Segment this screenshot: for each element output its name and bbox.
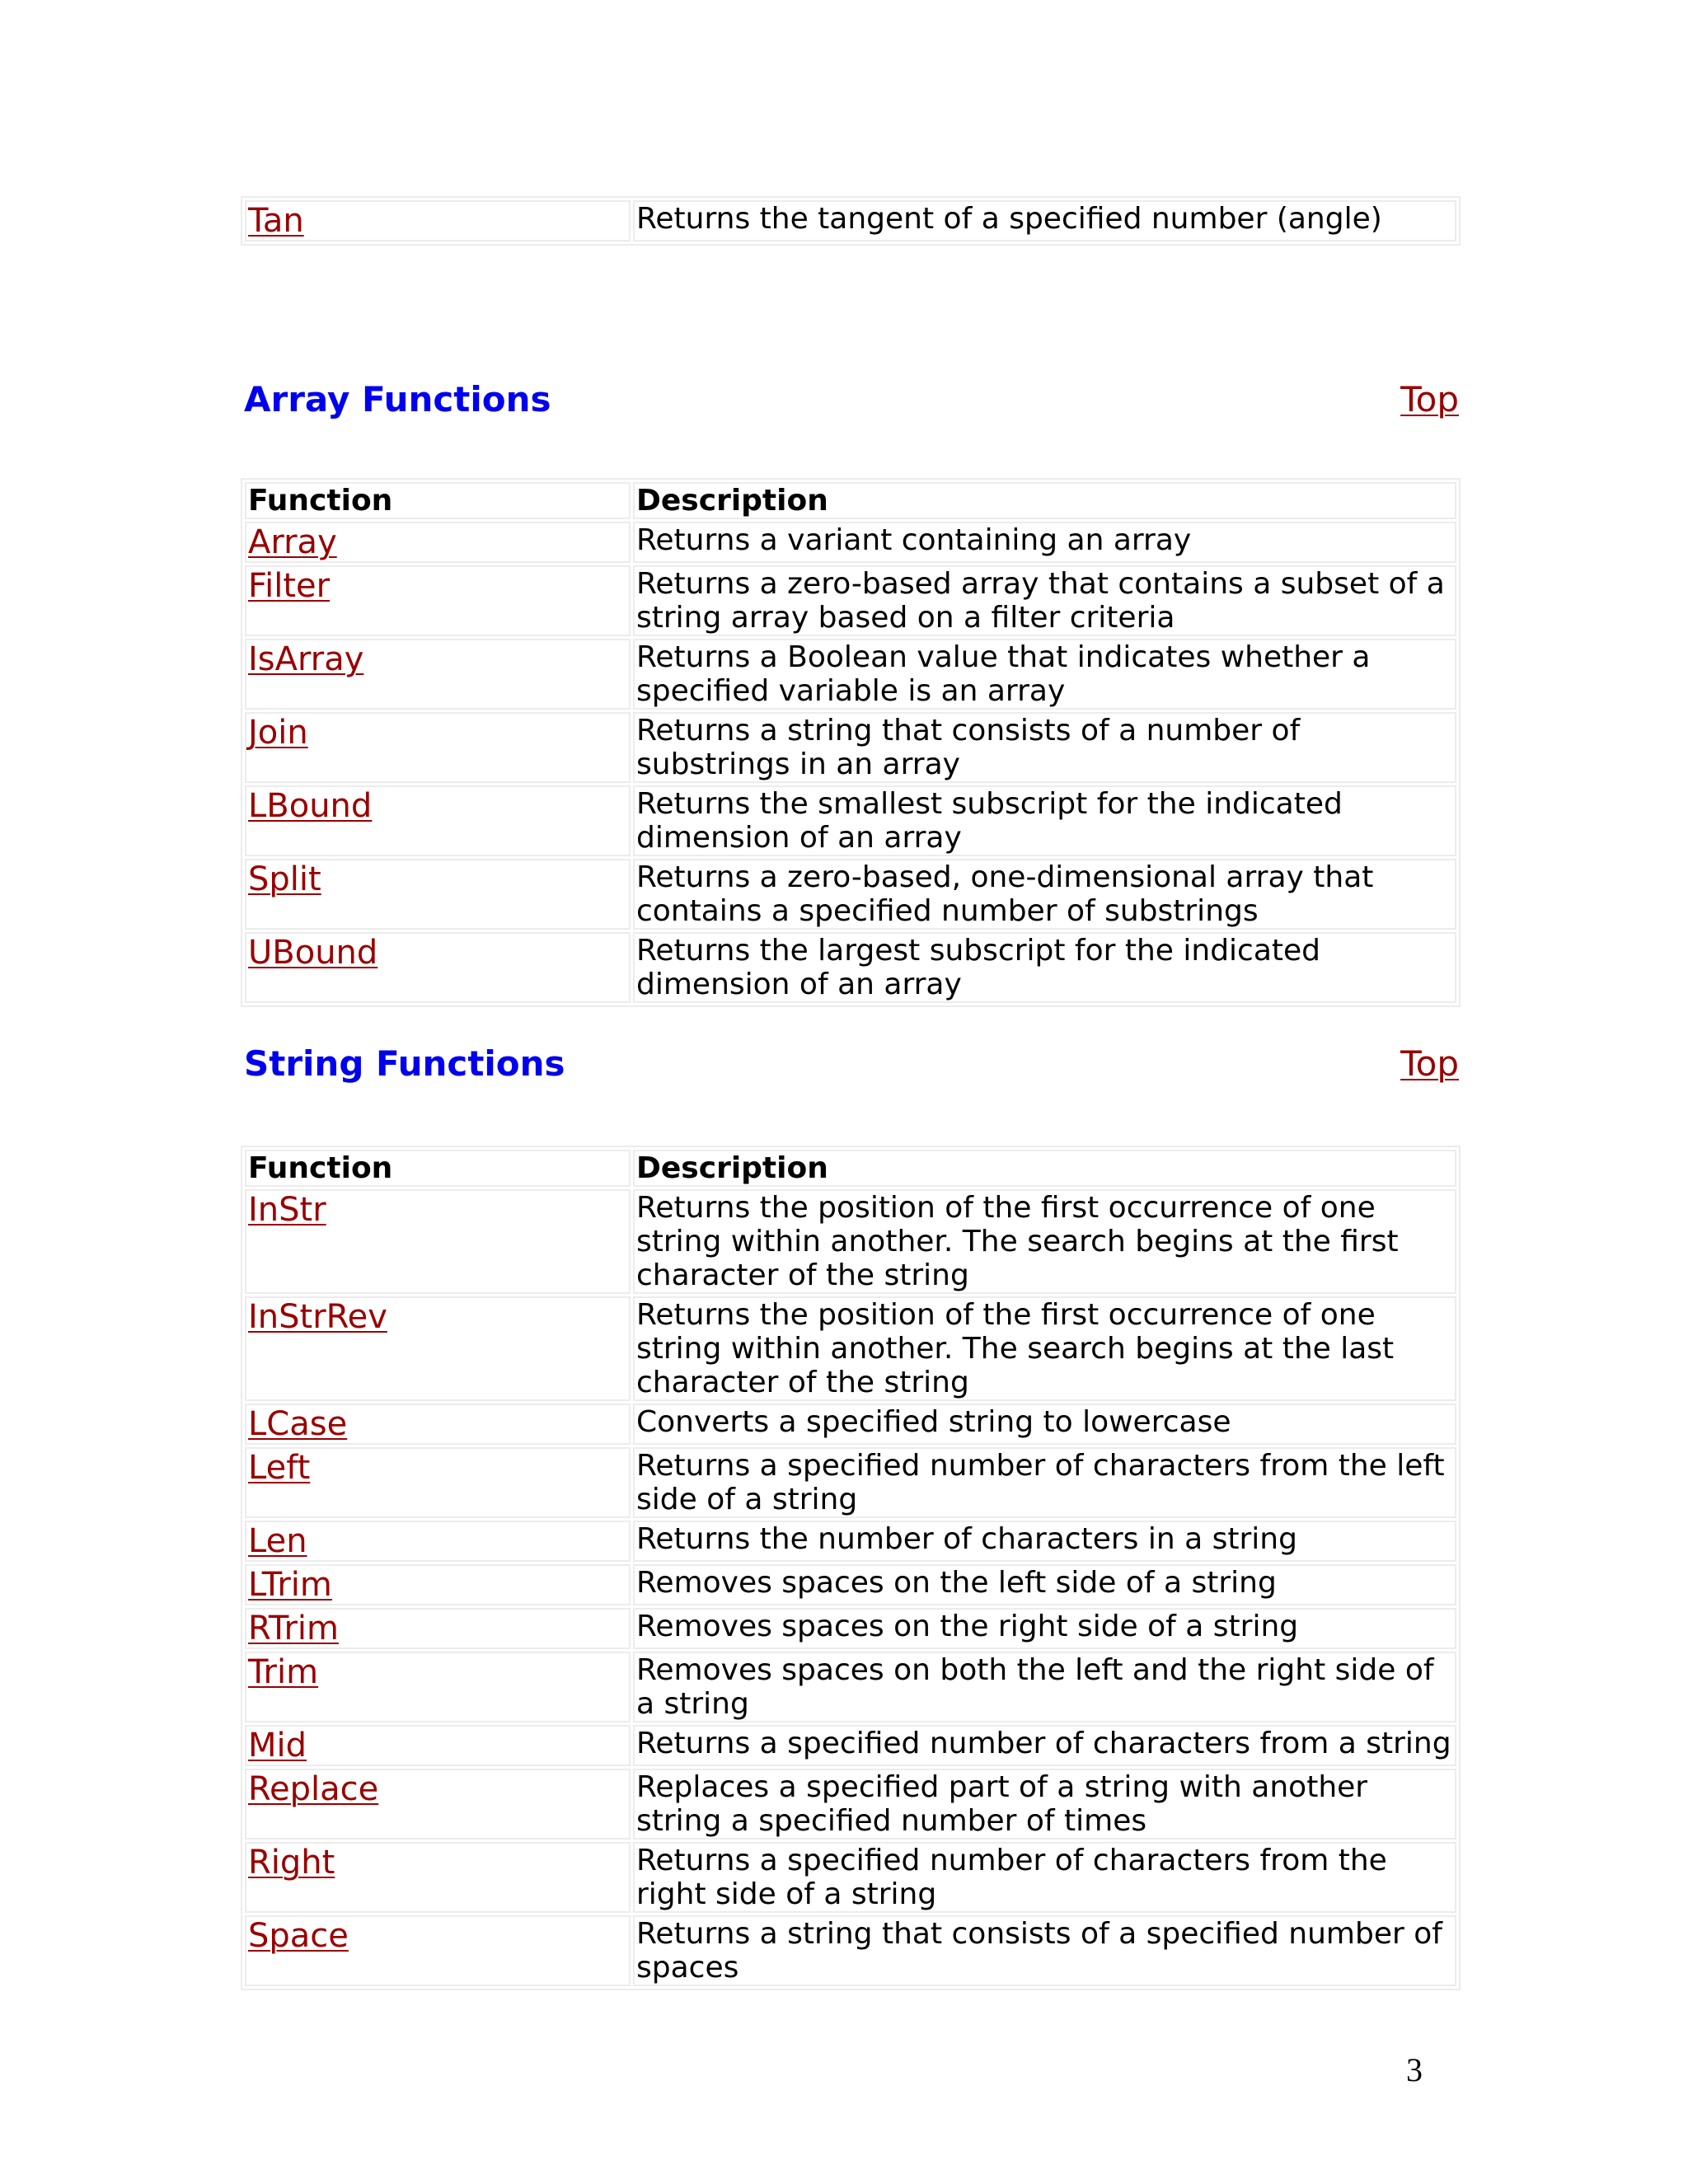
function-description-cell: Returns the smallest subscript for the indicated dimension of an array <box>633 785 1456 856</box>
function-name-cell <box>245 565 631 636</box>
table-row <box>245 565 1456 636</box>
function-link-isarray[interactable]: IsArray <box>248 640 364 678</box>
table-row <box>245 1296 1456 1401</box>
function-link-tan[interactable]: Tan <box>248 202 304 240</box>
function-description-cell: Replaces a specified part of a string with another string a specified number of times <box>633 1769 1456 1840</box>
function-description-cell: Removes spaces on the left side of a string <box>633 1564 1456 1605</box>
function-name-cell <box>245 1652 631 1722</box>
column-header-description: Description <box>633 1150 1456 1187</box>
function-link-split[interactable]: Split <box>248 860 321 898</box>
function-description-cell: Returns a zero-based array that contains a subset of a string array based on a filter criteria <box>633 565 1456 636</box>
function-link-rtrim[interactable]: RTrim <box>248 1610 339 1647</box>
function-link-space[interactable]: Space <box>248 1917 349 1955</box>
table-row <box>245 1652 1456 1722</box>
function-description-cell: Returns a string that consists of a number of substrings in an array <box>633 712 1456 783</box>
function-name-cell <box>245 859 631 930</box>
function-description-cell: Converts a specified string to lowercase <box>633 1404 1456 1445</box>
function-link-instr[interactable]: InStr <box>248 1191 326 1229</box>
function-description-cell: Returns the number of characters in a string <box>633 1521 1456 1562</box>
function-name-cell <box>245 1564 631 1605</box>
function-name-cell <box>245 1725 631 1766</box>
function-link-instrrev[interactable]: InStrRev <box>248 1298 387 1336</box>
function-link-ltrim[interactable]: LTrim <box>248 1566 332 1604</box>
table-row <box>245 200 1456 241</box>
array-functions-heading: Array Functions <box>244 379 551 419</box>
string-functions-table <box>241 1146 1461 1990</box>
function-name-cell <box>245 1915 631 1986</box>
column-header-function: Function <box>245 1150 631 1187</box>
function-description-cell: Returns a specified number of characters from the right side of a string <box>633 1842 1456 1913</box>
table-row <box>245 1404 1456 1445</box>
table-header-row <box>245 482 1456 519</box>
column-header-function: Function <box>245 482 631 519</box>
function-description-cell: Returns a specified number of characters from the left side of a string <box>633 1447 1456 1518</box>
function-link-left[interactable]: Left <box>248 1449 311 1487</box>
table-row <box>245 1564 1456 1605</box>
string-top-link[interactable]: Top <box>1400 1043 1459 1084</box>
function-name-cell <box>245 712 631 783</box>
function-name-cell <box>245 200 631 241</box>
function-description-cell: Returns a variant containing an array <box>633 522 1456 563</box>
table-row <box>245 1915 1456 1986</box>
function-link-filter[interactable]: Filter <box>248 567 331 605</box>
function-link-lbound[interactable]: LBound <box>248 787 373 825</box>
column-header-description: Description <box>633 482 1456 519</box>
table-row <box>245 932 1456 1003</box>
string-functions-heading: String Functions <box>244 1043 565 1084</box>
function-name-cell <box>245 1769 631 1840</box>
function-link-array[interactable]: Array <box>248 523 337 561</box>
function-link-ubound[interactable]: UBound <box>248 934 378 972</box>
table-row <box>245 1769 1456 1840</box>
table-row <box>245 785 1456 856</box>
function-description-cell: Returns the position of the first occurrence of one string within another. The search begins at the first character of the string <box>633 1189 1456 1294</box>
table-row <box>245 859 1456 930</box>
array-top-link[interactable]: Top <box>1400 379 1459 419</box>
function-link-trim[interactable]: Trim <box>248 1653 319 1691</box>
function-name-cell <box>245 1608 631 1649</box>
function-description-cell: Returns a string that consists of a specified number of spaces <box>633 1915 1456 1986</box>
function-name-cell <box>245 932 631 1003</box>
function-name-cell <box>245 1404 631 1445</box>
function-description-cell: Returns the largest subscript for the indicated dimension of an array <box>633 932 1456 1003</box>
function-name-cell <box>245 1189 631 1294</box>
function-link-join[interactable]: Join <box>248 714 308 752</box>
table-header-row <box>245 1150 1456 1187</box>
table-row <box>245 1725 1456 1766</box>
table-row <box>245 1447 1456 1518</box>
function-description-cell: Returns a zero-based, one-dimensional array that contains a specified number of substrings <box>633 859 1456 930</box>
function-link-len[interactable]: Len <box>248 1522 307 1560</box>
array-functions-table <box>241 478 1461 1007</box>
table-row <box>245 522 1456 563</box>
function-description-cell: Returns the position of the first occurrence of one string within another. The search begins at the last character of the string <box>633 1296 1456 1401</box>
function-link-lcase[interactable]: LCase <box>248 1405 348 1443</box>
table-row <box>245 1608 1456 1649</box>
table-row <box>245 1521 1456 1562</box>
function-name-cell <box>245 522 631 563</box>
function-description-cell: Returns a Boolean value that indicates whether a specified variable is an array <box>633 639 1456 710</box>
function-name-cell <box>245 1521 631 1562</box>
function-link-right[interactable]: Right <box>248 1844 335 1882</box>
function-description-cell: Returns the tangent of a specified number (angle) <box>633 200 1456 241</box>
function-name-cell <box>245 1447 631 1518</box>
math-functions-table-tail <box>241 196 1461 246</box>
function-description-cell: Removes spaces on both the left and the right side of a string <box>633 1652 1456 1722</box>
function-name-cell <box>245 639 631 710</box>
function-name-cell <box>245 785 631 856</box>
table-row <box>245 639 1456 710</box>
function-name-cell <box>245 1842 631 1913</box>
table-row <box>245 1189 1456 1294</box>
table-row <box>245 712 1456 783</box>
function-link-mid[interactable]: Mid <box>248 1727 307 1765</box>
table-row <box>245 1842 1456 1913</box>
page-number: 3 <box>1406 2051 1423 2088</box>
function-description-cell: Removes spaces on the right side of a string <box>633 1608 1456 1649</box>
function-name-cell <box>245 1296 631 1401</box>
function-link-replace[interactable]: Replace <box>248 1770 379 1808</box>
function-description-cell: Returns a specified number of characters from a string <box>633 1725 1456 1766</box>
